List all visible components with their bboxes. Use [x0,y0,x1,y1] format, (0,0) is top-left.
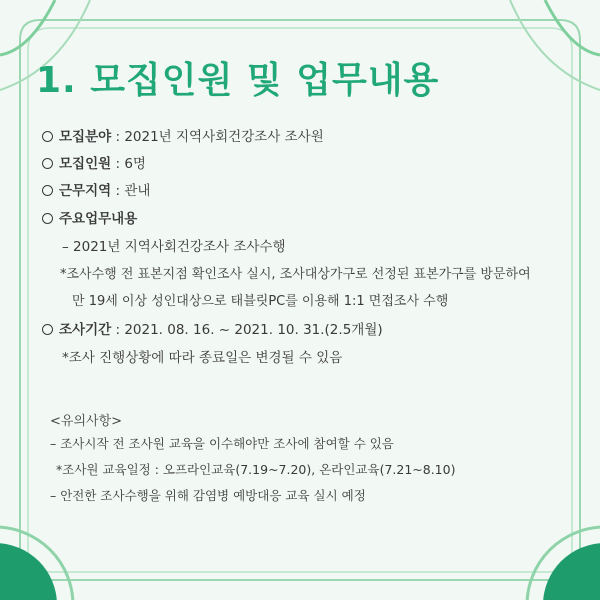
duty-line-1: – 2021년 지역사회건강조사 조사수행 [62,239,286,255]
item-separator: : [111,322,125,338]
notice-line-3: – 안전한 조사수행을 위해 감염병 예방대응 교육 실시 예정 [50,488,366,503]
notice-heading: <유의사항> [50,414,123,429]
circle-bullet-icon [42,213,53,224]
item-value: 6명 [124,156,146,172]
item-value: 2021년 지역사회건강조사 조사원 [124,129,324,145]
list-item-recruit-field [42,128,324,146]
notice-line-1: – 조사시작 전 조사원 교육을 이수해야만 조사에 참여할 수 있음 [50,436,394,451]
item-separator: : [111,156,125,172]
duty-line-2: *조사수행 전 표본지점 확인조사 실시, 조사대상가구로 선정된 표본가구를 방문하여 [60,267,531,282]
item-separator: : [111,183,125,199]
page-title: 1. 모집인원 및 업무내용 [36,60,440,101]
item-label: 근무지역 [59,183,112,199]
item-separator: : [111,129,125,145]
circle-bullet-icon [42,158,53,169]
item-label: 조사기간 [59,322,112,338]
item-label: 모집분야 [59,129,112,145]
circle-bullet-icon [42,185,53,196]
item-value: 관내 [124,183,151,199]
list-item-main-duties [42,210,137,228]
notice-line-2: *조사원 교육일정 : 오프라인교육(7.19~7.20), 온라인교육(7.21~8.10) [56,462,456,477]
list-item-recruit-count [42,155,146,173]
item-label: 모집인원 [59,156,112,172]
period-note: *조사 진행상황에 따라 종료일은 변경될 수 있음 [62,350,343,366]
list-item-work-area [42,182,150,200]
circle-bullet-icon [42,131,53,142]
item-value: 2021. 08. 16. ~ 2021. 10. 31.(2.5개월) [124,322,383,338]
duty-line-3: 만 19세 이상 성인대상으로 태블릿PC를 이용해 1:1 면접조사 수행 [72,294,449,309]
item-label: 주요업무내용 [59,211,138,227]
circle-bullet-icon [42,324,53,335]
list-item-survey-period [42,321,383,339]
